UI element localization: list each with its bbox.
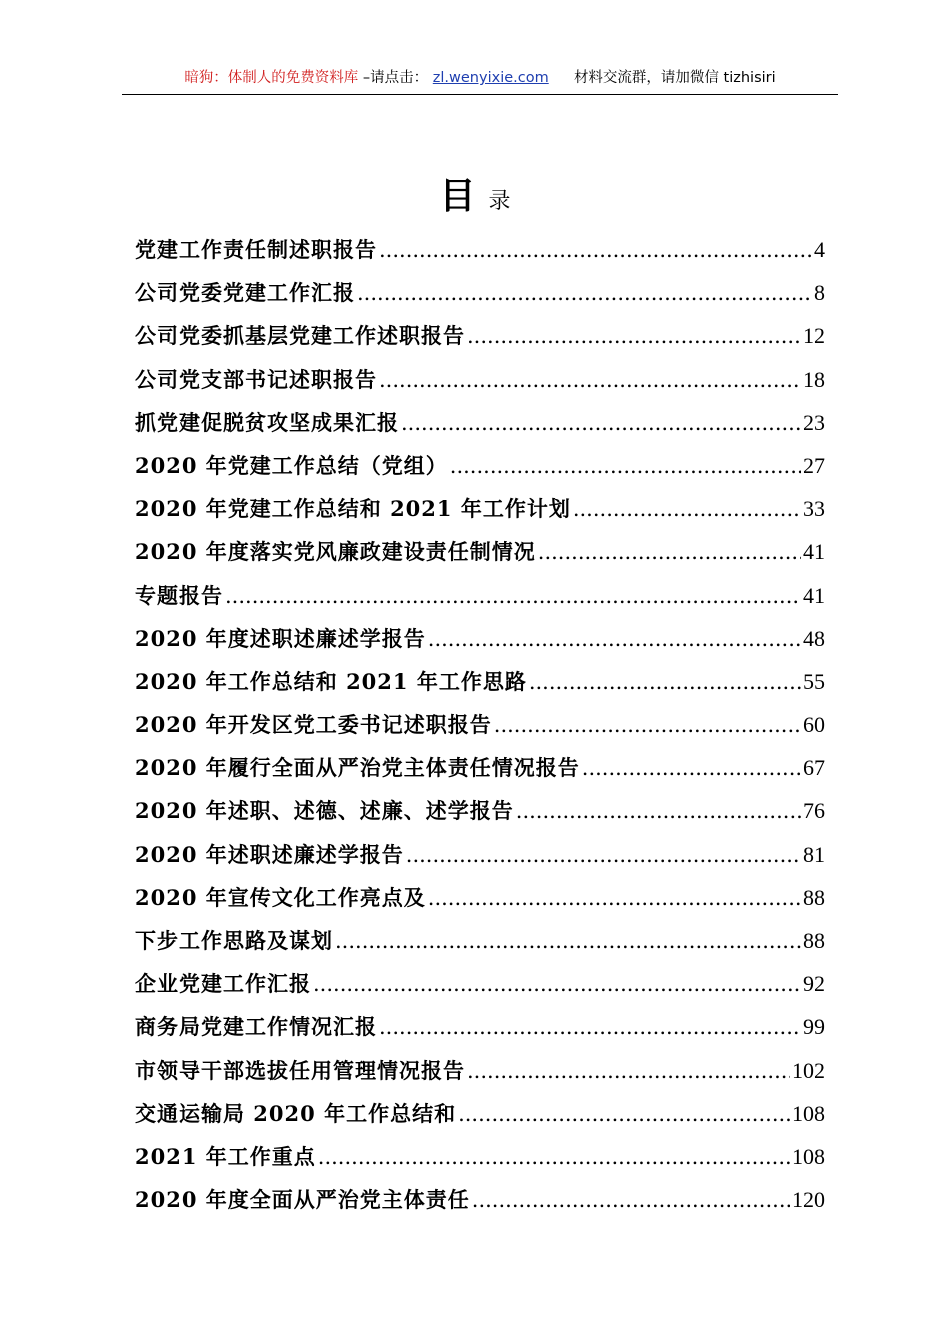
toc-entry-page-number: 88 [803, 928, 825, 953]
toc-entry-page-number: 92 [803, 971, 825, 997]
toc-entry-title: 公司党委党建工作汇报 [135, 280, 355, 306]
toc-entry-title: 2020 年开发区党工委书记述职报告 [135, 712, 492, 738]
toc-entry[interactable] [135, 746, 825, 789]
toc-entry-title: 2020 年述职、述德、述廉、述学报告 [135, 798, 514, 824]
toc-dot-leader [379, 1006, 801, 1049]
toc-entry[interactable] [135, 1178, 825, 1221]
toc-entry-page-number: 27 [803, 452, 825, 478]
toc-dot-leader [225, 575, 801, 618]
toc-entry-title: 市领导干部选拔任用管理情况报告 [135, 1057, 465, 1083]
toc-entry-page-number: 48 [803, 625, 825, 651]
toc-entry-page-number: 41 [803, 539, 825, 565]
toc-entry-page-number: 55 [803, 668, 825, 694]
toc-entry[interactable] [135, 919, 825, 962]
toc-entry[interactable] [135, 228, 825, 271]
toc-dot-leader [472, 1179, 790, 1222]
toc-dot-leader [401, 402, 801, 445]
table-of-contents [135, 228, 825, 1221]
toc-entry[interactable] [135, 876, 825, 919]
toc-entry-title: 2020 年工作总结和 2021 年工作思路 [135, 668, 527, 694]
toc-dot-leader [335, 920, 801, 963]
toc-entry[interactable] [135, 1092, 825, 1135]
toc-entry[interactable] [135, 444, 825, 487]
toc-entry-title: 公司党委抓基层党建工作述职报告 [135, 323, 465, 349]
toc-dot-leader [428, 618, 801, 661]
header-brand: 暗狗：体制人的免费资料库 [184, 70, 359, 86]
toc-entry-title: 党建工作责任制述职报告 [135, 237, 377, 262]
toc-entry-title: 2020 年述职述廉述学报告 [135, 841, 404, 867]
page-title [0, 168, 950, 219]
toc-entry-title: 2021 年工作重点 [135, 1143, 316, 1169]
toc-entry-page-number: 8 [814, 280, 825, 306]
toc-entry-title: 企业党建工作汇报 [135, 971, 311, 997]
toc-entry-page-number: 60 [803, 712, 825, 738]
header-group-note: 材料交流群，请加微信 tizhisiri [573, 70, 776, 86]
toc-entry-page-number: 33 [803, 496, 825, 522]
title-sub: 录 [488, 189, 511, 214]
toc-entry[interactable] [135, 703, 825, 746]
toc-dot-leader [529, 661, 801, 704]
page-header [122, 68, 838, 95]
toc-entry-page-number: 12 [803, 323, 825, 349]
toc-entry[interactable] [135, 314, 825, 357]
title-main: 目 [439, 175, 480, 217]
toc-entry-page-number: 67 [803, 755, 825, 781]
toc-dot-leader [357, 272, 812, 315]
toc-entry-title: 交通运输局 2020 年工作总结和 [135, 1100, 457, 1126]
toc-entry-title: 抓党建促脱贫攻坚成果汇报 [135, 409, 399, 435]
toc-entry-title: 2020 年宣传文化工作亮点及 [135, 884, 426, 910]
toc-entry[interactable] [135, 1005, 825, 1048]
toc-dot-leader [318, 1136, 790, 1179]
toc-entry-page-number: 81 [803, 841, 825, 867]
toc-dot-leader [582, 747, 801, 790]
toc-entry-page-number: 120 [792, 1187, 825, 1213]
toc-dot-leader [458, 1093, 790, 1136]
toc-dot-leader [428, 877, 801, 920]
toc-entry-title: 2020 年党建工作总结（党组） [135, 452, 448, 478]
toc-entry-title: 公司党支部书记述职报告 [135, 366, 377, 392]
toc-entry[interactable] [135, 789, 825, 832]
toc-entry-page-number: 4 [814, 237, 825, 262]
toc-dot-leader [379, 229, 812, 272]
toc-dot-leader [313, 963, 801, 1006]
toc-entry-title: 2020 年度落实党风廉政建设责任制情况 [135, 539, 536, 565]
toc-entry-title: 专题报告 [135, 582, 223, 608]
toc-entry-page-number: 88 [803, 884, 825, 910]
toc-dot-leader [573, 488, 801, 531]
toc-dot-leader [406, 834, 801, 877]
toc-dot-leader [379, 359, 801, 402]
toc-entry[interactable] [135, 833, 825, 876]
toc-dot-leader [494, 704, 801, 747]
toc-entry-page-number: 99 [803, 1014, 825, 1040]
header-click-prompt: –请点击： [362, 70, 429, 86]
toc-entry[interactable] [135, 358, 825, 401]
toc-dot-leader [516, 790, 801, 833]
header-url-link[interactable]: zl.wenyixie.com [432, 70, 549, 86]
toc-entry-page-number: 18 [803, 366, 825, 392]
toc-entry[interactable] [135, 401, 825, 444]
toc-entry[interactable] [135, 271, 825, 314]
toc-dot-leader [450, 445, 801, 488]
toc-entry[interactable] [135, 487, 825, 530]
toc-entry-page-number: 108 [792, 1143, 825, 1169]
toc-dot-leader [538, 531, 801, 574]
toc-entry[interactable] [135, 574, 825, 617]
toc-entry-title: 2020 年度述职述廉述学报告 [135, 625, 426, 651]
toc-entry-title: 2020 年度全面从严治党主体责任 [135, 1187, 470, 1213]
toc-entry-page-number: 76 [803, 798, 825, 824]
toc-entry-title: 2020 年党建工作总结和 2021 年工作计划 [135, 496, 571, 522]
toc-entry-title: 下步工作思路及谋划 [135, 928, 333, 953]
toc-entry[interactable] [135, 660, 825, 703]
toc-entry[interactable] [135, 617, 825, 660]
toc-entry-page-number: 102 [792, 1057, 825, 1083]
toc-entry[interactable] [135, 1135, 825, 1178]
toc-entry-page-number: 41 [803, 582, 825, 608]
toc-entry-title: 2020 年履行全面从严治党主体责任情况报告 [135, 755, 580, 781]
toc-dot-leader [467, 315, 801, 358]
toc-entry[interactable] [135, 962, 825, 1005]
toc-entry-title: 商务局党建工作情况汇报 [135, 1014, 377, 1040]
toc-entry-page-number: 23 [803, 409, 825, 435]
toc-entry-page-number: 108 [792, 1100, 825, 1126]
toc-entry[interactable] [135, 530, 825, 573]
toc-entry[interactable] [135, 1049, 825, 1092]
toc-dot-leader [467, 1050, 790, 1093]
